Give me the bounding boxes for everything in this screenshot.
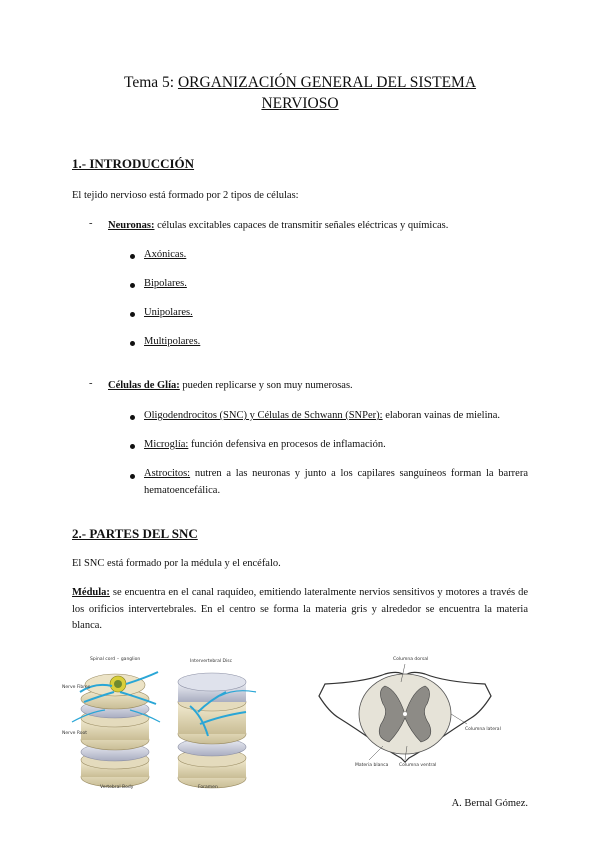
bullet-icon [130, 254, 135, 259]
neuron-type-bipolares: Bipolares. [144, 278, 187, 289]
label-columna-dorsal: Columna dorsal [393, 657, 429, 662]
right-vertebra-stack [178, 673, 256, 788]
title-prefix: Tema 5: [123, 74, 178, 91]
spine-vertebrae-illustration [60, 652, 260, 794]
glia-item-microglia [144, 437, 534, 454]
section1-intro: El tejido nervioso está formado por 2 tipos de células: [72, 190, 299, 201]
glia-desc: pueden replicarse y son muy numerosas. [179, 380, 353, 391]
glia-item-desc: elaboran vainas de mielina. [382, 410, 501, 421]
section1-heading: 1.- INTRODUCCIÓN [72, 156, 195, 171]
glia-item-astrocitos [144, 466, 528, 499]
label-spinal-ganglion: Spinal cord ·· ganglion [90, 657, 141, 662]
label-nerve-fibres: Nerve Fibres [62, 685, 91, 690]
neuronas-desc: células excitables capaces de transmitir señales eléctricas y químicas. [154, 220, 449, 231]
bullet-icon [130, 444, 135, 449]
title-line1: ORGANIZACIÓN GENERAL DEL SISTEMA [177, 74, 477, 91]
bullet-icon [130, 283, 135, 288]
medula-desc: se encuentra en el canal raquídeo, emitiendo lateralmente nervios sensitivos y motores a través de los orificios intervertebrales. En el centro se forma la materia gris y alrededor se encuentra la materia blanca. [72, 587, 528, 631]
label-nerve-root: Nerve Root [62, 731, 88, 736]
label-vertebral-body: Vertebral Body [100, 785, 134, 790]
glia-item-desc: función defensiva en procesos de inflamación. [188, 439, 386, 450]
neuronas-line [108, 218, 448, 235]
glia-item-oligodendrocitos [144, 408, 534, 425]
neuron-type-unipolares: Unipolares. [144, 307, 193, 318]
title-line2: NERVIOSO [261, 95, 339, 112]
author-footer: A. Bernal Gómez. [451, 798, 528, 809]
medula-term: Médula: [72, 587, 110, 598]
page-title [60, 72, 540, 114]
neuron-type-axonicas: Axónicas. [144, 249, 187, 260]
bullet-icon [130, 474, 135, 479]
section2-intro: El SNC está formado por la médula y el encéfalo. [72, 558, 281, 569]
dash-marker: - [89, 378, 93, 389]
bullet-icon [130, 341, 135, 346]
label-intervertebral-disc: Intervertebral Disc [190, 659, 233, 664]
medula-paragraph [72, 585, 528, 635]
spinal-cord-section-diagram [305, 652, 505, 782]
glia-term: Células de Glía: [108, 380, 180, 391]
label-columna-lateral: Columna lateral [465, 727, 501, 732]
glia-item-desc: nutren a las neuronas y junto a los capilares sanguíneos forman la barrera hematoencefálica. [144, 468, 528, 496]
dash-marker: - [89, 218, 93, 229]
neuronas-term: Neuronas: [108, 220, 155, 231]
label-columna-ventral: Columna ventral [399, 763, 437, 768]
neuron-type-multipolares: Multipolares. [144, 336, 201, 347]
label-materia-blanca: Materia blanca [355, 763, 389, 768]
glia-item-term: Oligodendrocitos (SNC) y Células de Schwann (SNPer): [144, 410, 383, 421]
bullet-icon [130, 415, 135, 420]
section2-heading: 2.- PARTES DEL SNC [72, 526, 198, 541]
bullet-icon [130, 312, 135, 317]
glia-line [108, 378, 353, 395]
label-foramen: Foramen [198, 785, 218, 790]
glia-item-term: Microglía: [144, 439, 189, 450]
central-canal [403, 712, 407, 716]
glia-item-term: Astrocitos: [144, 468, 191, 479]
